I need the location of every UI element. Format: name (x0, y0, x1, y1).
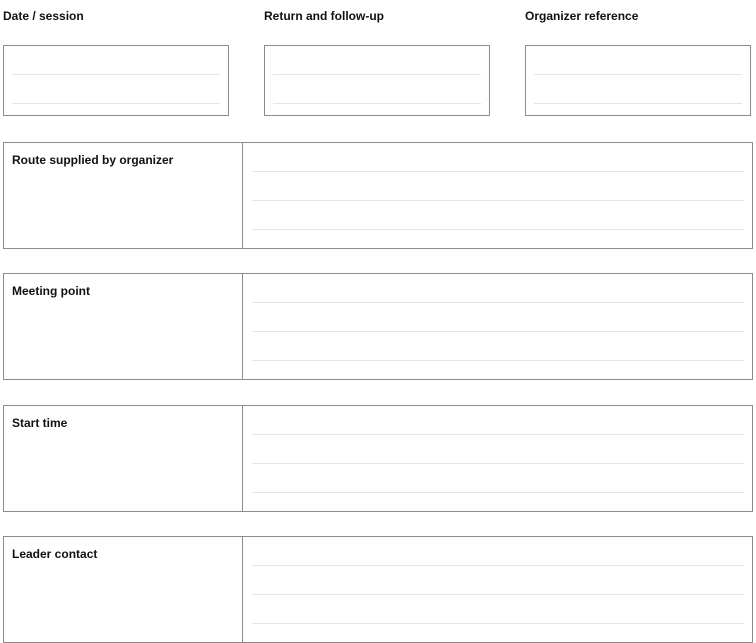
ruled-line (252, 492, 744, 493)
meeting-point-label: Meeting point (12, 284, 90, 298)
meeting-point-row (3, 273, 753, 380)
ruled-line (252, 565, 744, 566)
leader-contact-label-cell (4, 537, 243, 642)
route-label: Route supplied by organizer (12, 153, 174, 167)
organizer-reference-field[interactable] (525, 45, 751, 116)
meeting-point-write-area[interactable] (244, 274, 752, 379)
date-session-label: Date / session (3, 9, 84, 23)
ruled-line (252, 171, 744, 172)
organizer-reference-label: Organizer reference (525, 9, 639, 23)
ruled-line (252, 623, 744, 624)
return-follow-up-field[interactable] (264, 45, 490, 116)
route-label-cell (4, 143, 243, 248)
start-time-row (3, 405, 753, 512)
ruled-line (12, 74, 220, 75)
ruled-line (534, 74, 742, 75)
route-row (3, 142, 753, 249)
meeting-point-label-cell (4, 274, 243, 379)
ruled-line (534, 103, 742, 104)
ruled-line (252, 331, 744, 332)
ruled-line (252, 229, 744, 230)
ruled-line (273, 74, 481, 75)
start-time-label: Start time (12, 416, 68, 430)
ruled-line (252, 434, 744, 435)
leader-contact-write-area[interactable] (244, 537, 752, 642)
ruled-line (273, 103, 481, 104)
date-session-field[interactable] (3, 45, 229, 116)
route-write-area[interactable] (244, 143, 752, 248)
leader-contact-row (3, 536, 753, 643)
ruled-line (12, 103, 220, 104)
start-time-write-area[interactable] (244, 406, 752, 511)
ruled-line (252, 302, 744, 303)
ruled-line (252, 594, 744, 595)
ruled-line (252, 463, 744, 464)
ruled-line (252, 200, 744, 201)
ruled-line (252, 360, 744, 361)
return-follow-up-label: Return and follow-up (264, 9, 384, 23)
start-time-label-cell (4, 406, 243, 511)
leader-contact-label: Leader contact (12, 547, 98, 561)
